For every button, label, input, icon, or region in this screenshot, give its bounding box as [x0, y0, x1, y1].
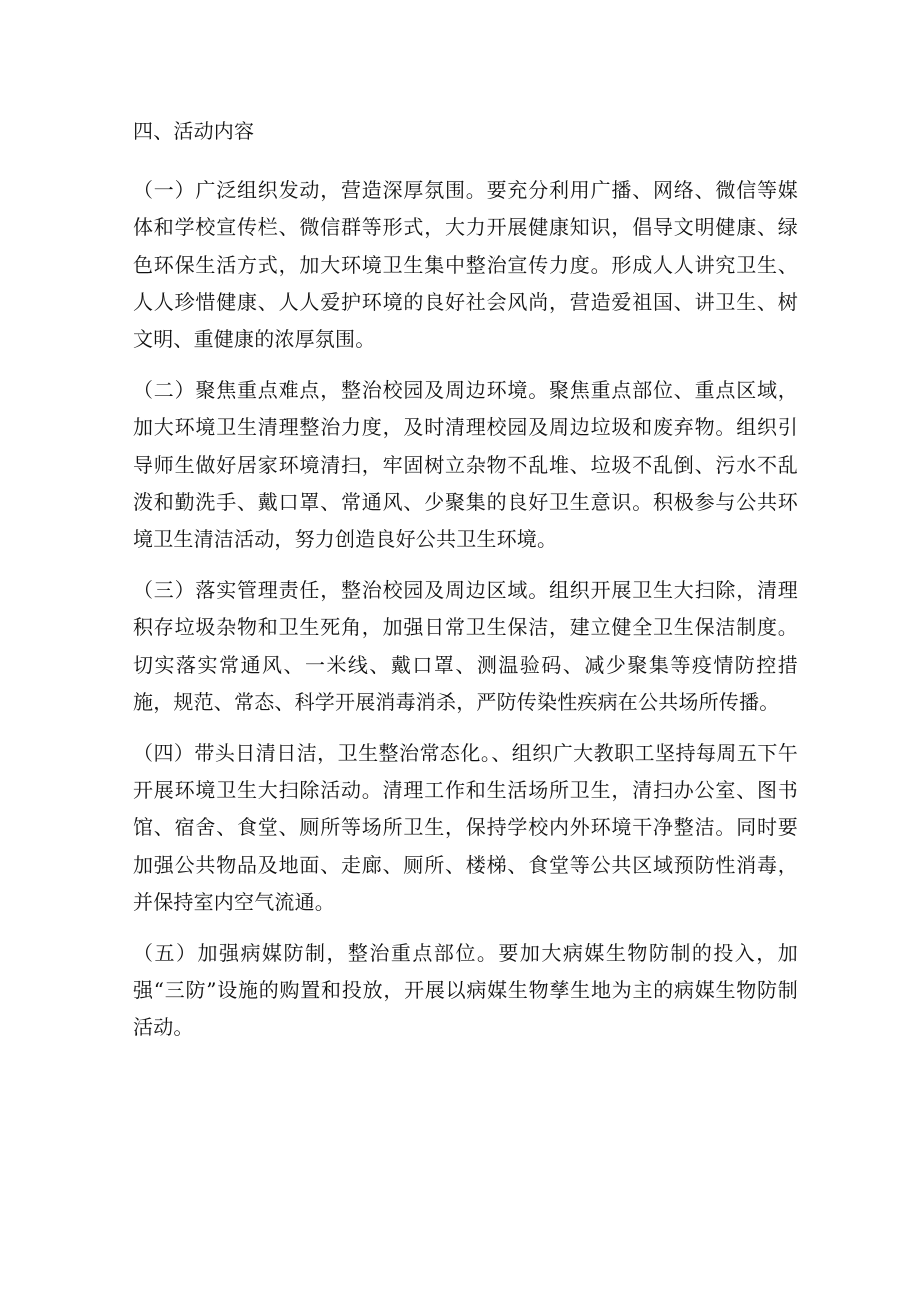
section-heading: 四、活动内容 — [133, 119, 255, 143]
paragraph-3: （三）落实管理责任，整治校园及周边区域。组织开展卫生大扫除，清理积存垃圾杂物和卫生死角，加强日常卫生保洁，建立健全卫生保洁制度。切实落实常通风、一米线、戴口罩、测温验码、减少聚集等疫情防控措施，规范、常态、科学开展消毒消杀，严防传染性疾病在公共场所传播。 — [133, 578, 798, 714]
document-body — [133, 113, 798, 1061]
paragraph-1: （一）广泛组织发动，营造深厚氛围。要充分利用广播、网络、微信等媒体和学校宣传栏、微信群等形式，大力开展健康知识，倡导文明健康、绿色环保生活方式，加大环境卫生集中整治宣传力度。形成人人讲究卫生、人人珍惜健康、人人爱护环境的良好社会风尚，营造爱祖国、讲卫生、树文明、重健康的浓厚氛围。 — [133, 178, 798, 352]
paragraph-2: （二）聚焦重点难点，整治校园及周边环境。聚焦重点部位、重点区域，加大环境卫生清理整治力度，及时清理校园及周边垃圾和废弃物。组织引导师生做好居家环境清扫，牢固树立杂物不乱堆、垃圾不乱倒、污水不乱泼和勤洗手、戴口罩、常通风、少聚集的良好卫生意识。积极参与公共环境卫生清洁活动，努力创造良好公共卫生环境。 — [133, 378, 798, 552]
paragraph-5: （五）加强病媒防制，整治重点部位。要加大病媒生物防制的投入，加强“三防”设施的购置和投放，开展以病媒生物孳生地为主的病媒生物防制活动。 — [133, 941, 798, 1040]
paragraph-4: （四）带头日清日洁，卫生整治常态化。、组织广大教职工坚持每周五下午开展环境卫生大扫除活动。清理工作和生活场所卫生，清扫办公室、图书馆、宿舍、食堂、厕所等场所卫生，保持学校内外环境干净整洁。同时要加强公共物品及地面、走廊、厕所、楼梯、食堂等公共区域预防性消毒，并保持室内空气流通。 — [133, 741, 798, 914]
